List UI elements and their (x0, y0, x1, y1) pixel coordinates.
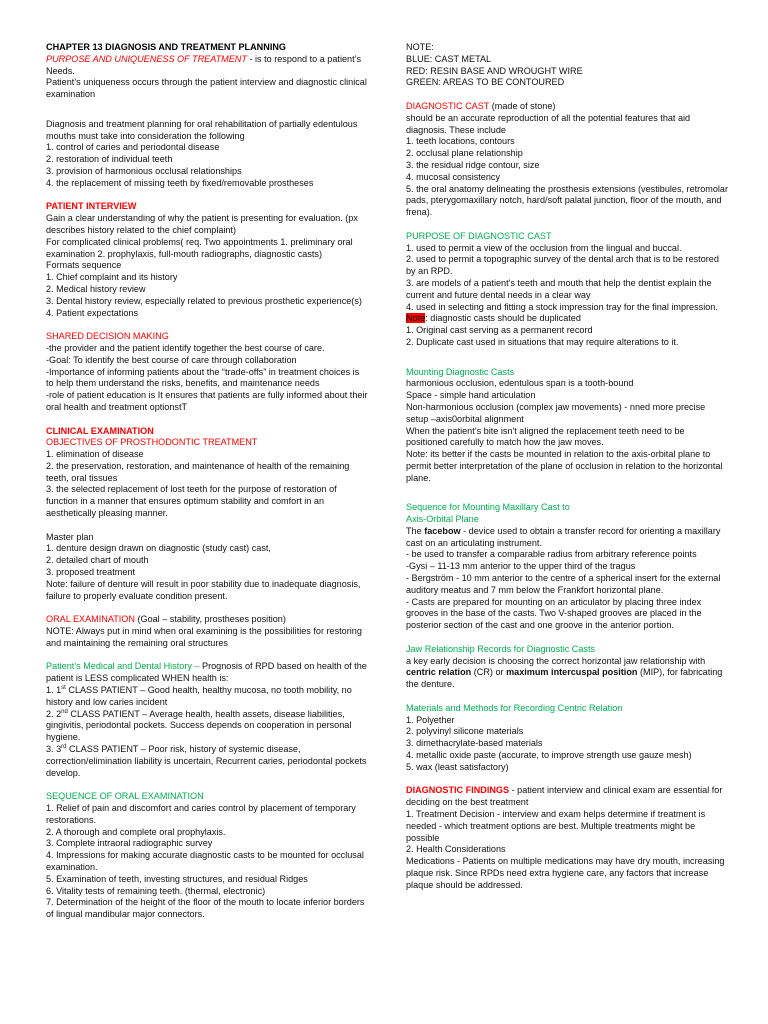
sequence-line: 7. Determination of the height of the floor of the mouth to locate inferior borders of lingual mandibular major connectors. (46, 897, 365, 920)
intro-line: Diagnosis and treatment planning for oral rehabilitation of partially edentulous mouths must take into consideration the following (46, 118, 358, 141)
cast-line: 5. the oral anatomy delineating the prosthesis extensions (vestibules, retromolar pads, pterygomaxillary notch, hard/soft palatal junction, floor of the mouth, and frena). (406, 183, 728, 218)
sequence-heading: SEQUENCE OF ORAL EXAMINATION (46, 791, 204, 802)
sequence-line: 1. Relief of pain and discomfort and caries control by placement of temporary restorations. (46, 803, 356, 825)
shared-line: -Importance of informing patients about the “trade-offs” in treatment choices is to help them understand the risks, benefits, and maintenance needs (46, 366, 360, 389)
material-line: 1. Polyether (406, 714, 455, 725)
intro-line: 3. provision of harmonious occlusal relationships (46, 165, 242, 176)
interview-line: Formats sequence (46, 260, 122, 271)
interview-line: 1. Chief complaint and its history (46, 272, 178, 283)
findings-line: Medications - Patients on multiple medications may have dry mouth, increasing plaque risk. Since RPDs need extra hygiene care, any factors that increase plaque should be addressed. (406, 856, 725, 890)
mounting-line: Space - simple hand articulation (406, 390, 536, 401)
oral-exam-heading: ORAL EXAMINATION (46, 614, 135, 625)
oral-exam-note: NOTE: Always put in mind when oral examining is the possibilities for restoring and maintaining the remaining oral structures (46, 626, 362, 648)
master-plan-line: 2. detailed chart of mouth (46, 555, 149, 566)
note-text: : diagnostic casts should be duplicated (425, 313, 581, 324)
purpose-heading: PURPOSE AND UNIQUENESS OF TREATMENT (46, 53, 247, 64)
purpose-cast-line: 4. used in selecting and fitting a stock impression tray for the final impression. (406, 301, 718, 312)
jaw-relationship-heading: Jaw Relationship Records for Diagnostic Casts (406, 643, 596, 654)
interview-line: 2. Medical history review (46, 283, 146, 294)
oral-exam-paragraph (46, 614, 368, 626)
sequence-line: 4. Impressions for making accurate diagnostic casts to be mounted for occlusal examination. (46, 850, 364, 872)
material-line: 4. metallic oxide paste (accurate, to improve strength use gauze mesh) (406, 750, 692, 761)
purpose-cast-line: 1. used to permit a view of the occlusion from the lingual and buccal. (406, 242, 682, 253)
objective-line: 3. the selected replacement of lost teeth for the purpose of restoration of function in a manner that ensures optimum stability and comfort in an aesthetically pleasing manner. (46, 484, 337, 519)
mip-term: maximum intercuspal position (506, 667, 638, 678)
right-column (406, 42, 728, 892)
note-line: GREEN: AREAS TO BE CONTOURED (406, 77, 565, 88)
materials-heading: Materials and Methods for Recording Centric Relation (406, 702, 623, 713)
interview-line: For complicated clinical problems( req. Two appointments 1. preliminary oral examination 2. prophylaxis, full-mouth radiographs, diagnostic casts) (46, 236, 353, 259)
purpose-text: - is to respond to a patient’s Needs. (46, 53, 362, 76)
seq-max-line: - Casts are prepared for mounting on an articulator by placing three index grooves in the base of the casts. Two V-shaped grooves are placed in the posterior section of the cast and one groove in the anterior portion. (406, 596, 702, 631)
mounting-line: Non-harmonious occlusion (complex jaw movements) - nned more precise setup –axis0orbital alignment (406, 401, 706, 424)
master-plan-line: 1. denture design drawn on diagnostic (study cast) cast, (46, 543, 271, 554)
cast-line: 1. teeth locations, contours (406, 136, 515, 147)
seq-max-line: -Gysi – 11-13 mm anterior to the upper third of the tragus (406, 561, 636, 572)
cast-line: should be an accurate reproduction of all the potential features that aid diagnosis. These include (406, 112, 691, 135)
purpose-cast-line: 2. used to permit a topographic survey of the dental arch that is to be restored by an RPD. (406, 254, 719, 277)
sequence-line: 6. Vitality tests of remaining teeth. (thermal, electronic) (46, 885, 266, 896)
patient-interview-heading: PATIENT INTERVIEW (46, 201, 137, 212)
material-line: 2. polyvinyl silicone materials (406, 726, 524, 737)
seq-maxillary-heading: Sequence for Mounting Maxillary Cast to (406, 502, 570, 513)
facebow-term: facebow (424, 525, 461, 536)
purpose-cast-heading: PURPOSE OF DIAGNOSTIC CAST (406, 230, 552, 241)
objectives-heading: OBJECTIVES OF PROSTHODONTIC TREATMENT (46, 437, 258, 448)
duplicate-note (406, 313, 728, 325)
intro-line: 4. the replacement of missing teeth by fixed/removable prostheses (46, 177, 314, 188)
interview-line: 3. Dental history review, especially related to previous prosthetic experience(s) (46, 295, 362, 306)
history-item: 2. 2nd CLASS PATIENT – Average health, health assets, disease liabilities, gingivitis, periodontal pockets. Success depends on cooperation in personal hygiene. (46, 708, 352, 743)
duplicate-line: 2. Duplicate cast used in situations that may require alterations to it. (406, 336, 679, 347)
interview-line: Gain a clear understanding of why the patient is presenting for evaluation. (px describes history related to the chief complaint) (46, 213, 358, 235)
findings-paragraph (406, 785, 728, 809)
master-plan-line: Master plan (46, 531, 94, 542)
sequence-line: 5. Examination of teeth, investing structures, and residual Ridges (46, 873, 308, 884)
material-line: 5. wax (least satisfactory) (406, 761, 509, 772)
history-heading: Patient’s Medical and Dental History – (46, 661, 200, 672)
note-line: NOTE: (406, 42, 434, 52)
facebow-paragraph: The facebow - device used to obtain a transfer record for orienting a maxillary cast on an articulating instrument. (406, 525, 721, 548)
seq-max-line: - be used to transfer a comparable radius from arbitrary reference points (406, 549, 697, 560)
shared-line: -role of patient education is It ensures that patients are fully informed about their oral health and treatment optionstT (46, 390, 368, 412)
diagnostic-cast-material: (made of stone) (489, 100, 556, 111)
shared-line: -the provider and the patient identify together the best course of care. (46, 342, 325, 353)
jaw-paragraph: a key early decision is choosing the correct horizontal jaw relationship with centric relation (CR) or maximum intercuspal position (MIP), for fabricating the denture. (406, 655, 723, 690)
oral-exam-goal: (Goal – stability, prostheses position) (134, 614, 286, 625)
intro-line: 1. control of caries and periodontal disease (46, 142, 220, 153)
sequence-line: 3. Complete intraoral radiographic survey (46, 838, 213, 849)
history-paragraph (46, 661, 368, 685)
diagnostic-cast-heading: DIAGNOSTIC CAST (406, 100, 490, 111)
master-plan-line: 3. proposed treatment (46, 567, 135, 578)
objective-line: 1. elimination of disease (46, 449, 144, 460)
note-highlight: Note (406, 313, 426, 324)
findings-text: - patient interview and clinical exam are essential for deciding on the best treatment (406, 785, 723, 808)
purpose-cast-line: 3. are models of a patient's teeth and mouth that help the dentist explain the current and future dental needs in a clear way (406, 277, 712, 300)
mounting-heading: Mounting Diagnostic Casts (406, 366, 515, 377)
mounting-line: harmonious occlusion, edentulous span is a tooth-bound (406, 378, 634, 389)
purpose-paragraph (46, 54, 368, 78)
history-item: 3. 3rd CLASS PATIENT – Poor risk, history of systemic disease, correction/elimination liability is uncertain, Recurrent caries, periodontal pockets develop. (46, 743, 367, 778)
cast-line: 3. the residual ridge contour, size (406, 159, 540, 170)
note-line: BLUE: CAST METAL (406, 53, 492, 64)
master-plan-line: Note: failure of denture will result in poor stability due to inadequate diagnosis, failure to properly evaluate condition present. (46, 578, 361, 601)
objective-line: 2. the preservation, restoration, and maintenance of health of the remaining teeth, oral tissues (46, 460, 350, 483)
interview-line: 4. Patient expectations (46, 307, 139, 318)
note-line: RED: RESIN BASE AND WROUGHT WIRE (406, 65, 583, 76)
mounting-line: Note: its better if the casts be mounted in relation to the axis-orbital plane to permit better interpretation of the plane of occlusion in relation to the horizontal plane. (406, 449, 723, 483)
chapter-title: CHAPTER 13 DIAGNOSIS AND TREATMENT PLANNING (46, 42, 286, 52)
findings-line: 1. Treatment Decision - interview and exam helps determine if treatment is needed - which treatment options are best. Multiple treatments might be possible (406, 809, 706, 843)
findings-heading: DIAGNOSTIC FINDINGS (406, 785, 510, 796)
clinical-exam-heading: CLINICAL EXAMINATION (46, 425, 154, 436)
cast-line: 2. occlusal plane relationship (406, 148, 523, 159)
sequence-line: 2. A thorough and complete oral prophylaxis. (46, 826, 226, 837)
cast-line: 4. mucosal consistency (406, 171, 501, 182)
shared-line: -Goal: To identify the best course of care through collaboration (46, 354, 297, 365)
intro-line: 2. restoration of individual teeth (46, 154, 173, 165)
material-line: 3. dimethacrylate-based materials (406, 738, 543, 749)
duplicate-line: 1. Original cast serving as a permanent record (406, 325, 593, 336)
centric-relation-term: centric relation (406, 667, 472, 678)
history-text: Prognosis of RPD based on health of the patient is LESS complicated WHEN health is: (46, 661, 367, 684)
purpose-line2: Patient’s uniqueness occurs through the patient interview and diagnostic clinical examination (46, 77, 367, 100)
diagnostic-cast-paragraph (406, 101, 728, 113)
seq-maxillary-heading-2: Axis-Orbital Plane (406, 514, 479, 525)
left-column (46, 42, 368, 921)
mounting-line: When the patient’s bite isn't aligned the replacement teeth need to be positioned carefully to match how the jaw moves. (406, 425, 685, 448)
history-item: 1. 1st CLASS PATIENT – Good health, healthy mucosa, no tooth mobility, no history and low caries incident (46, 685, 352, 707)
findings-line: 2. Health Considerations (406, 844, 506, 855)
seq-max-line: - Bergström - 10 mm anterior to the centre of a spherical insert for the external auditory meatus and 7 mm below the Frankfort horizontal plane. (406, 573, 721, 595)
shared-decision-heading: SHARED DECISION MAKING (46, 331, 169, 342)
